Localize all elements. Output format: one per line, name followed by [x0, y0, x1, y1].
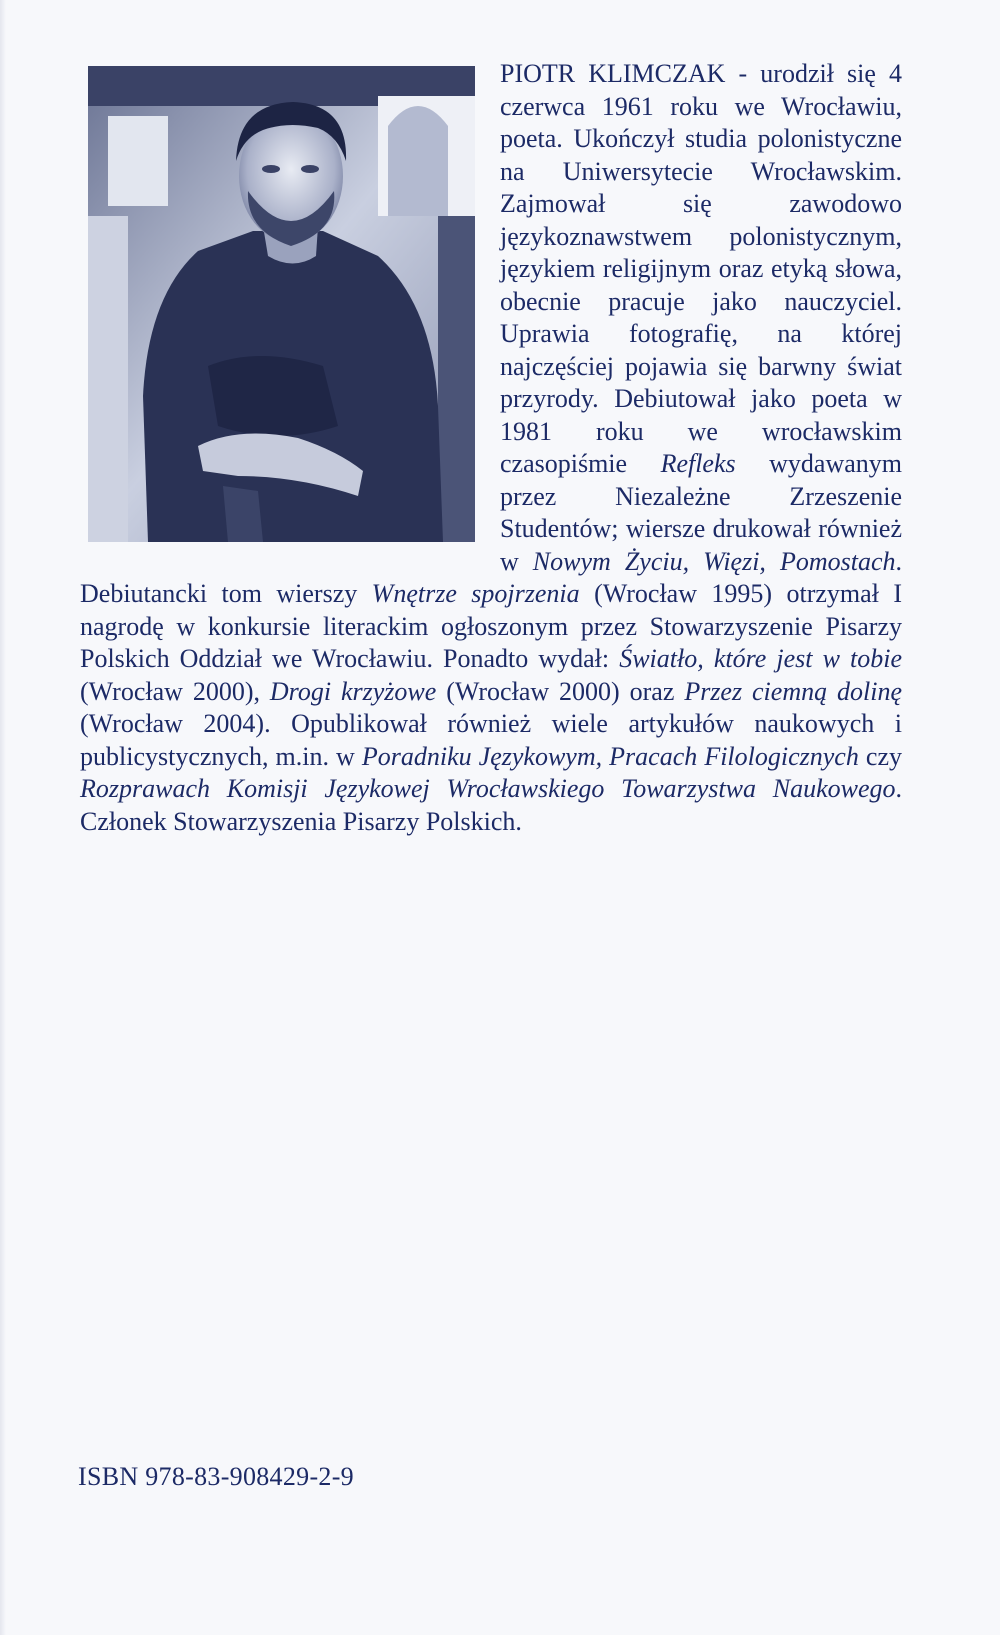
book-title-4: Przez ciemną dolinę	[684, 676, 903, 706]
author-name: PIOTR KLIMCZAK	[500, 59, 726, 88]
printed-in-journals: Nowym Życiu, Więzi, Pomostach	[532, 546, 896, 576]
bio-text-5: (Wrocław 2000),	[80, 676, 270, 706]
isbn-number: ISBN 978-83-908429-2-9	[78, 1462, 354, 1491]
journal-title-last: Rozprawach Komisji Językowej Wrocławskiego Towarzystwa Naukowego	[80, 774, 896, 803]
bio-text-9: . Członek Stowarzyszenia Pisarzy Polskich.	[80, 774, 902, 836]
author-biography	[80, 58, 902, 838]
book-title-3: Drogi krzyżowe	[269, 676, 437, 706]
page-edge	[0, 0, 6, 1635]
bio-text-4: (Wrocław 1995) otrzymał I nagrodę w konkursie literackim ogłoszonym przez Stowarzyszenie Pisarzy Polskich Oddział we Wrocławiu. Ponadto wydał:	[80, 579, 903, 673]
photo-spacer	[80, 58, 500, 550]
bio-text-8: czy	[858, 741, 902, 771]
bio-text-2: wydawanym przez Niezależne Zrzeszenie Studentów; wiersze drukował również w	[500, 449, 902, 576]
bio-text-6: (Wrocław 2000) oraz	[436, 676, 685, 706]
debut-book-title: Wnętrze spojrzenia	[371, 579, 580, 608]
bio-text-3: . Debiutancki tom wierszy	[80, 546, 902, 608]
bio-text-1: - urodził się 4 czerwca 1961 roku we Wrocławiu, poeta. Ukończył studia polonistyczne na Uniwersytecie Wrocławskim. Zajmował się zawodowo językoznawstwem polonistycznym, językiem religijnym oraz etyką słowa, obecnie pracuje jako nauczyciel. Uprawia fotografię, na której najczęściej pojawia się barwny świat przyrody. Debiutował jako poeta w 1981 roku we wrocławskim czasopiśmie	[500, 59, 902, 478]
book-title-2: Światło, które jest w tobie	[619, 644, 902, 673]
journal-titles: Poradniku Językowym, Pracach Filologicznych	[361, 741, 859, 771]
journal-refleks: Refleks	[660, 449, 736, 478]
bio-text-7: (Wrocław 2004). Opublikował również wiele artykułów naukowych i publicystycznych, m.in. w	[80, 709, 902, 771]
